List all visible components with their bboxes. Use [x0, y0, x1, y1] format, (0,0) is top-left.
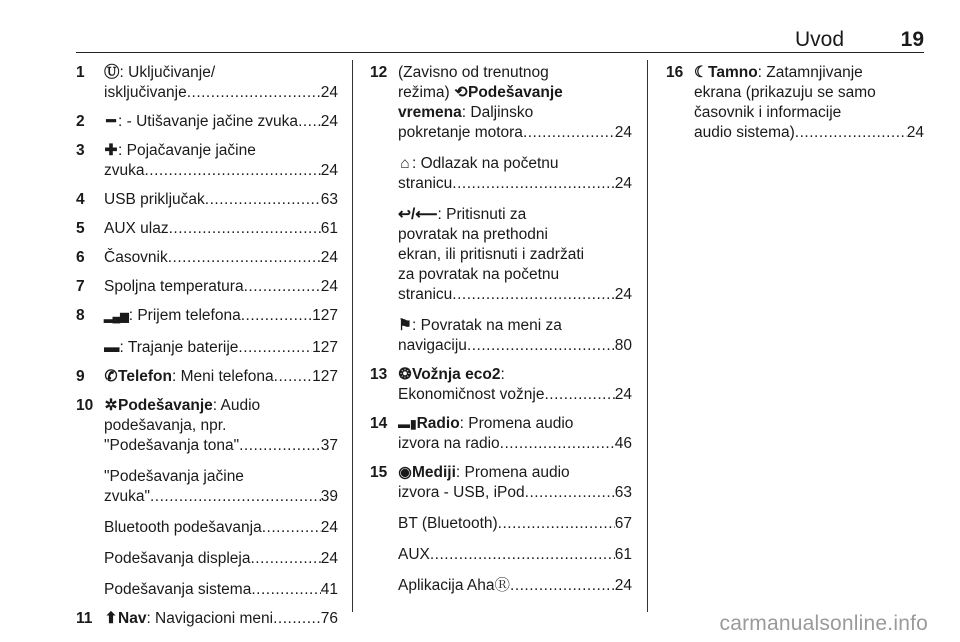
- index-entry-13: [370, 365, 632, 405]
- entry-number: 7: [76, 278, 85, 295]
- index-entry-9: [76, 367, 338, 387]
- entry-title: Mediji: [412, 464, 456, 481]
- entry-text: zvuka: [104, 162, 145, 179]
- entry-text: Ekonomičnost vožnje: [398, 386, 545, 403]
- index-entry-11: [76, 609, 338, 629]
- index-entry-14: [370, 414, 632, 454]
- entry-text: : - Utišavanje jačine zvuka: [118, 113, 299, 130]
- entry-text: za povratak na početnu: [398, 266, 560, 283]
- entry-text: : Odlazak na početnu: [412, 155, 559, 172]
- entry-number: 16: [666, 64, 684, 81]
- entry-text: Podešavanja displeja: [104, 550, 251, 567]
- page-ref[interactable]: 24: [320, 278, 338, 295]
- entry-text: ekrana (prikazuju se samo: [694, 84, 876, 101]
- entry-text: Bluetooth podešavanja: [104, 519, 262, 536]
- page-ref[interactable]: 37: [320, 437, 338, 454]
- entry-number: 9: [76, 368, 85, 385]
- remote-start-icon: ⟲: [454, 84, 468, 101]
- entry-text: BT (Bluetooth): [398, 515, 498, 532]
- page-ref[interactable]: 61: [320, 220, 338, 237]
- entry-text: navigaciju: [398, 337, 467, 354]
- index-entry-7: [76, 277, 338, 297]
- entry-text: : Navigacioni meni: [146, 610, 274, 627]
- page-ref[interactable]: 61: [614, 546, 632, 563]
- entry-text: : Povratak na meni za: [412, 317, 562, 334]
- page-ref[interactable]: 24: [320, 113, 338, 130]
- entry-text: USB priključak: [104, 191, 205, 208]
- entry-text: povratak na prethodni: [398, 226, 548, 243]
- page-number: 19: [900, 28, 924, 51]
- entry-text: AUX: [398, 546, 430, 563]
- battery-icon: ▬: [104, 339, 120, 356]
- home-icon: ⌂: [400, 155, 410, 172]
- page-ref[interactable]: 24: [320, 249, 338, 266]
- entry-text: : Zatamnjivanje: [757, 64, 863, 81]
- page-ref[interactable]: 76: [320, 610, 338, 627]
- entry-text: : Promena audio: [459, 415, 574, 432]
- page-ref[interactable]: 63: [320, 191, 338, 208]
- entry-text: režima): [398, 84, 454, 101]
- media-icon: ◉: [398, 464, 412, 481]
- page-ref[interactable]: 127: [312, 307, 338, 324]
- page-header: [76, 28, 924, 52]
- entry-text: : Prijem telefona: [128, 307, 241, 324]
- entry-title: Radio: [416, 415, 460, 432]
- column-3: [666, 63, 924, 152]
- page-ref[interactable]: 24: [614, 286, 632, 303]
- index-entry-6: [76, 248, 338, 268]
- index-entry-3: [76, 141, 338, 181]
- page-title: Uvod: [794, 28, 844, 51]
- power-icon: Ⓤ: [104, 64, 120, 81]
- column-2: [370, 63, 632, 605]
- page-ref[interactable]: 24: [906, 124, 924, 141]
- page-ref[interactable]: 24: [614, 124, 632, 141]
- entry-number: 8: [76, 307, 85, 324]
- back-icon: ↩/⟵: [398, 206, 438, 223]
- entry-number: 3: [76, 142, 85, 159]
- entry-text: audio sistema): [694, 124, 795, 141]
- page-ref[interactable]: 24: [614, 577, 632, 594]
- page-ref[interactable]: 24: [614, 386, 632, 403]
- page-ref[interactable]: 127: [312, 339, 338, 356]
- entry-number: 13: [370, 366, 388, 383]
- entry-text: : Uključivanje/: [119, 64, 216, 81]
- column-divider-1: [352, 60, 353, 612]
- page-ref[interactable]: 67: [614, 515, 632, 532]
- entry-title: vremena: [398, 104, 462, 121]
- page-ref[interactable]: 24: [320, 162, 338, 179]
- index-entry-15: [370, 463, 632, 596]
- radio-icon: ▬▮: [398, 417, 417, 431]
- entry-text: isključivanje: [104, 84, 187, 101]
- column-1: [76, 63, 338, 638]
- entry-number: 6: [76, 249, 85, 266]
- entry-number: 2: [76, 113, 85, 130]
- entry-text: Aplikacija AhaⓇ: [398, 577, 511, 594]
- plus-icon: ✚: [104, 142, 118, 159]
- entry-text: ekran, ili pritisnuti i zadržati: [398, 246, 585, 263]
- entry-text: (Zavisno od trenutnog: [398, 64, 549, 81]
- flag-icon: ⚑: [398, 317, 412, 334]
- entry-title: Podešavanje: [467, 84, 563, 101]
- entry-number: 15: [370, 464, 388, 481]
- page-ref[interactable]: 24: [320, 519, 338, 536]
- entry-number: 5: [76, 220, 85, 237]
- entry-text: Časovnik: [104, 249, 168, 266]
- moon-icon: ☾: [694, 64, 708, 81]
- entry-text: : Pojačavanje jačine: [118, 142, 256, 159]
- entry-text: stranicu: [398, 286, 453, 303]
- index-entry-8: [76, 306, 338, 358]
- entry-text: :: [500, 366, 505, 383]
- entry-text: izvora - USB, iPod: [398, 484, 525, 501]
- entry-text: podešavanja, npr.: [104, 417, 227, 434]
- entry-number: 12: [370, 64, 388, 81]
- index-entry-1: [76, 63, 338, 103]
- entry-text: : Daljinsko: [461, 104, 534, 121]
- page-ref[interactable]: 41: [320, 581, 338, 598]
- page-ref[interactable]: 39: [320, 488, 338, 505]
- entry-number: 1: [76, 64, 85, 81]
- index-entry-16: [666, 63, 924, 143]
- entry-text: zvuka": [104, 488, 150, 505]
- entry-title: Podešavanje: [118, 397, 213, 414]
- column-divider-2: [647, 60, 648, 612]
- minus-icon: ━: [106, 113, 116, 130]
- entry-text: Podešavanja sistema: [104, 581, 252, 598]
- entry-text: : Pritisnuti za: [437, 206, 527, 223]
- page-ref[interactable]: 24: [320, 84, 338, 101]
- page-ref[interactable]: 24: [320, 550, 338, 567]
- page-ref[interactable]: 24: [614, 175, 632, 192]
- entry-title: Nav: [118, 610, 147, 627]
- gear-icon: ✲: [104, 397, 118, 414]
- index-entry-4: [76, 190, 338, 210]
- entry-text: Spoljna temperatura: [104, 278, 244, 295]
- header-rule: [76, 52, 924, 53]
- navigation-arrow-icon: ⬆: [104, 610, 118, 627]
- entry-text: : Trajanje baterije: [119, 339, 239, 356]
- entry-title: Vožnja eco2: [412, 366, 501, 383]
- watermark: carmanualsonline.info: [719, 612, 928, 635]
- index-entry-12: [370, 63, 632, 356]
- entry-text: : Promena audio: [455, 464, 570, 481]
- page-ref[interactable]: 127: [312, 368, 338, 385]
- entry-text: AUX ulaz: [104, 220, 169, 237]
- entry-text: stranicu: [398, 175, 453, 192]
- entry-text: "Podešavanja tona": [104, 437, 240, 454]
- entry-number: 11: [76, 610, 93, 627]
- entry-text: "Podešavanja jačine: [104, 468, 244, 485]
- page-ref[interactable]: 46: [614, 435, 632, 452]
- signal-bars-icon: ▂▄▆: [104, 311, 129, 323]
- eco-leaf-icon: ❂: [398, 366, 412, 383]
- phone-icon: ✆: [104, 368, 118, 385]
- entry-number: 10: [76, 397, 94, 414]
- entry-text: : Audio: [212, 397, 261, 414]
- entry-number: 4: [76, 191, 85, 208]
- entry-text: časovnik i informacije: [694, 104, 842, 121]
- index-entry-10: [76, 396, 338, 600]
- index-entry-2: [76, 112, 338, 132]
- entry-text: : Meni telefona: [171, 368, 274, 385]
- entry-title: Tamno: [708, 64, 758, 81]
- page-ref[interactable]: 80: [614, 337, 632, 354]
- entry-text: izvora na radio: [398, 435, 500, 452]
- page-ref[interactable]: 63: [614, 484, 632, 501]
- entry-number: 14: [370, 415, 388, 432]
- index-entry-5: [76, 219, 338, 239]
- entry-title: Telefon: [118, 368, 172, 385]
- entry-text: pokretanje motora: [398, 124, 523, 141]
